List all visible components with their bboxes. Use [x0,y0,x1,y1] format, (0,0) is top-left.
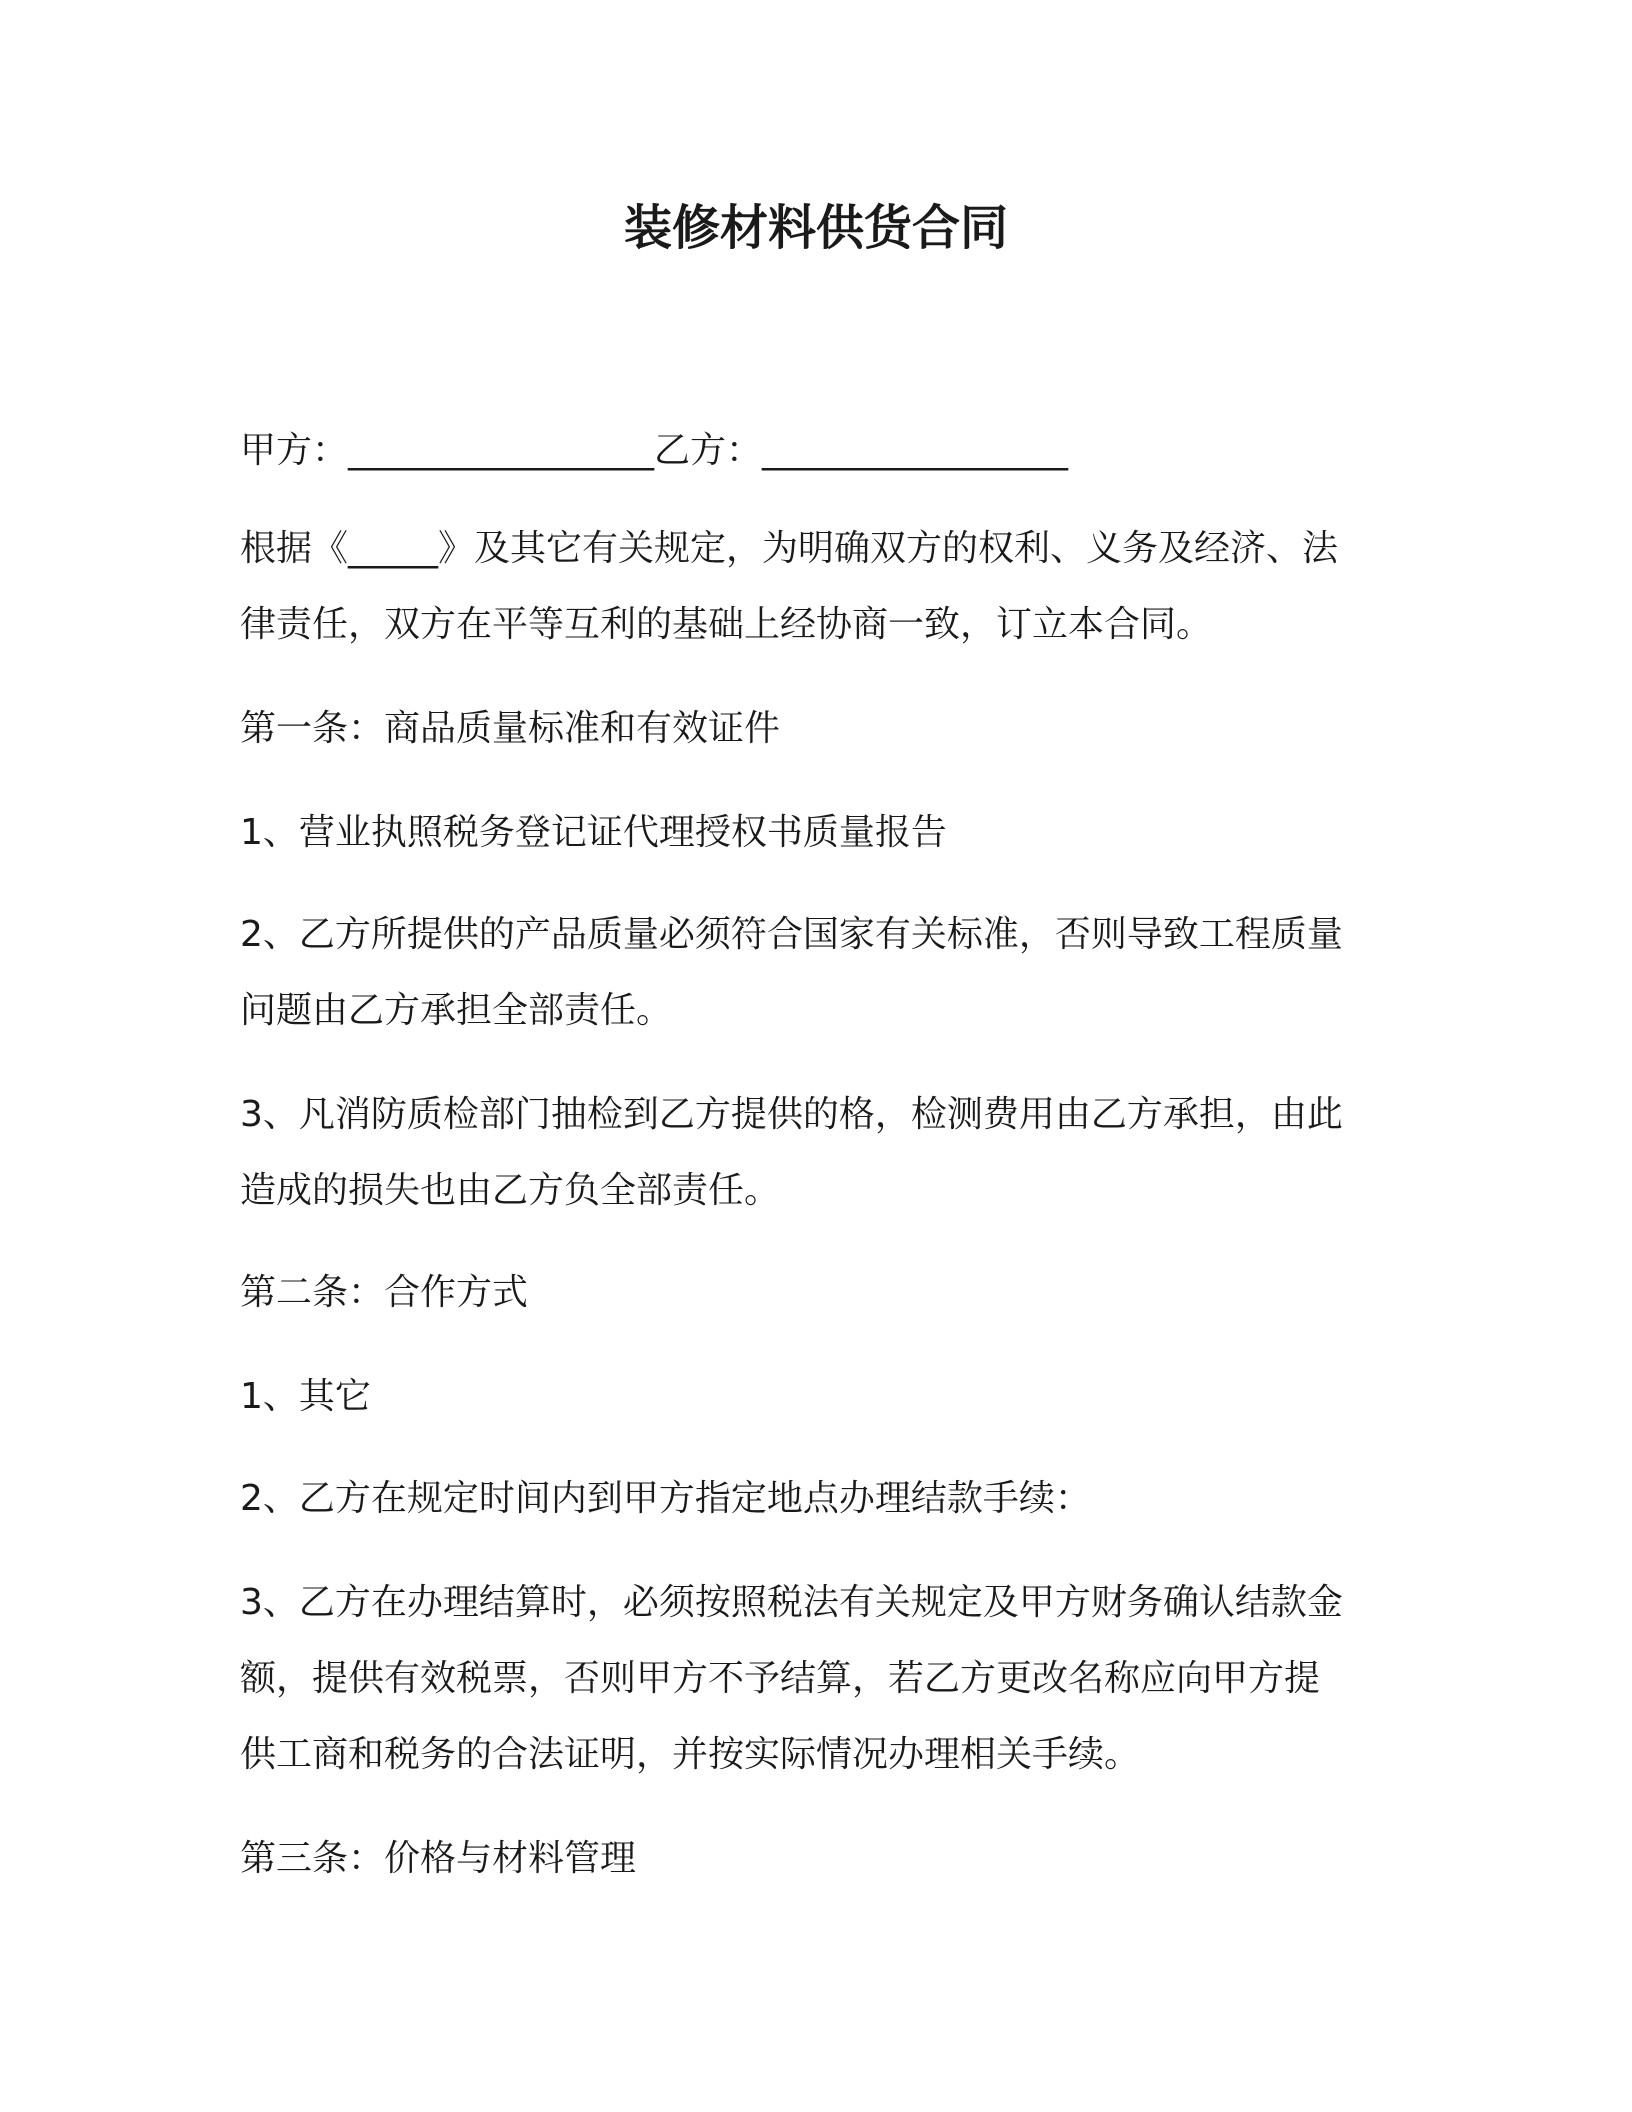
article-2-item-3-line-1: 3、乙方在办理结算时，必须按照税法有关规定及甲方财务确认结款金 [240,1582,1343,1623]
article-1-heading: 第一条：商品质量标准和有效证件 [240,708,781,749]
article-2-item-1: 1、其它 [240,1376,371,1417]
document-title: 装修材料供货合同 [623,200,1008,256]
article-1-item-3-line-2: 造成的损失也由乙方负全部责任。 [240,1170,781,1211]
party-line: 甲方：_________________乙方：_________________ [240,430,1069,471]
article-1-item-2-line-1: 2、乙方所提供的产品质量必须符合国家有关标准，否则导致工程质量 [240,914,1343,955]
article-1-item-1: 1、营业执照税务登记证代理授权书质量报告 [240,812,947,853]
preamble-line-2: 律责任，双方在平等互利的基础上经协商一致，订立本合同。 [240,604,1213,645]
article-3-heading: 第三条：价格与材料管理 [240,1838,637,1879]
article-2-item-2: 2、乙方在规定时间内到甲方指定地点办理结款手续： [240,1478,1091,1519]
article-2-heading: 第二条：合作方式 [240,1272,529,1313]
preamble-line-1: 根据《_____》及其它有关规定，为明确双方的权利、义务及经济、法 [240,528,1339,569]
article-2-item-3-line-2: 额，提供有效税票，否则甲方不予结算，若乙方更改名称应向甲方提 [240,1658,1321,1699]
article-2-item-3-line-3: 供工商和税务的合法证明，并按实际情况办理相关手续。 [240,1734,1141,1775]
article-1-item-2-line-2: 问题由乙方承担全部责任。 [240,990,673,1031]
article-1-item-3-line-1: 3、凡消防质检部门抽检到乙方提供的格，检测费用由乙方承担，由此 [240,1094,1343,1135]
